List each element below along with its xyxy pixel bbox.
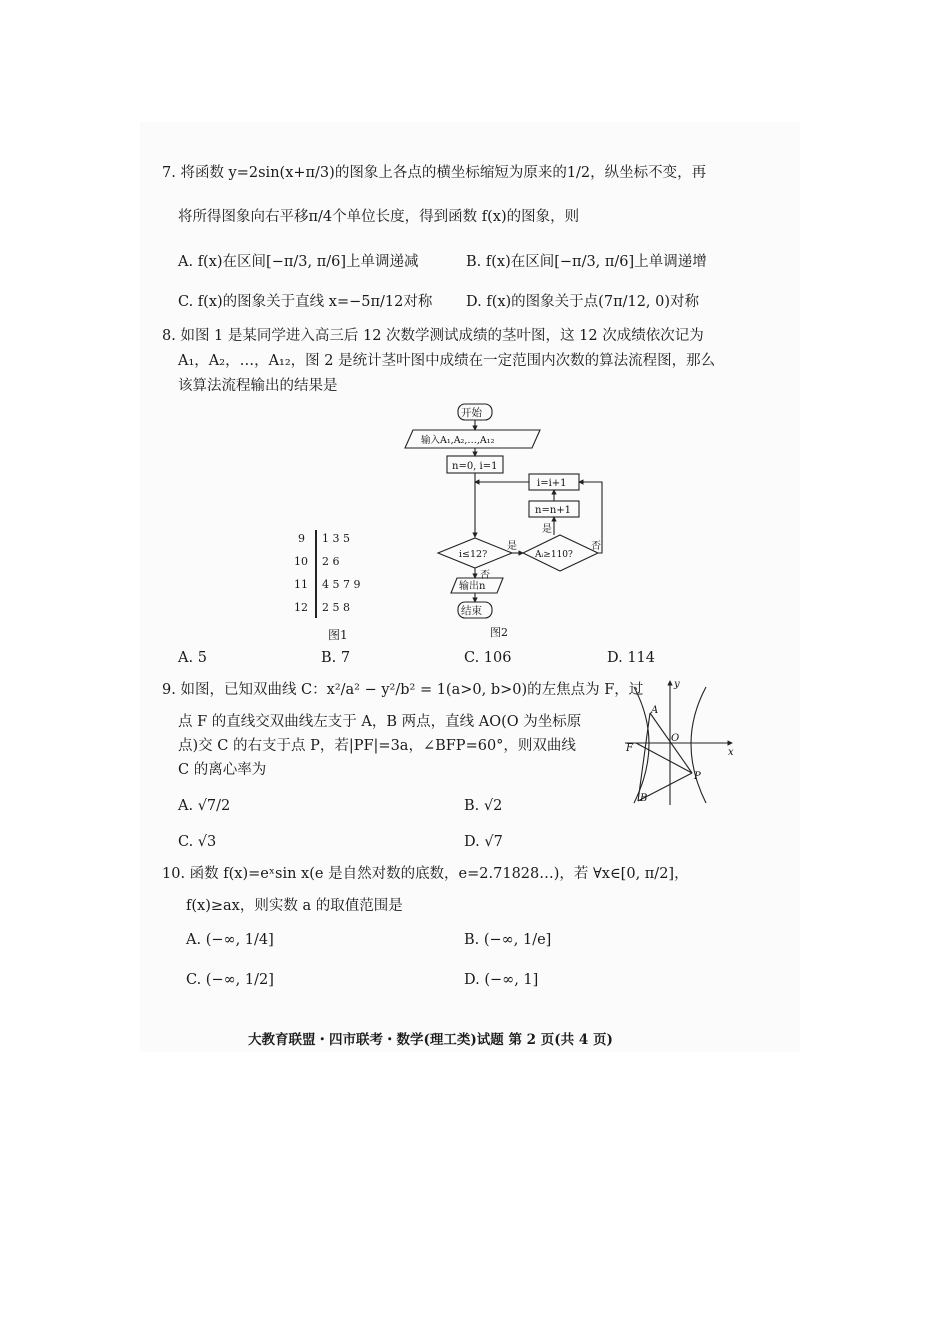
- stem-12: 12: [294, 601, 308, 614]
- label-B: B: [640, 793, 648, 804]
- label-y: y: [674, 679, 680, 690]
- q9-line-2: 点 F 的直线交双曲线左支于 A，B 两点，直线 AO(O 为坐标原: [178, 714, 582, 730]
- q9-option-c: C. √3: [178, 834, 217, 850]
- q9-option-d: D. √7: [464, 834, 503, 850]
- leaves-12: 2 5 8: [322, 601, 350, 614]
- stem-10: 10: [294, 555, 308, 568]
- flowchart: [395, 400, 620, 640]
- q9-option-b: B. √2: [464, 798, 503, 814]
- leaves-11: 4 5 7 9: [322, 578, 361, 591]
- flow-inc-i-label: i=i+1: [537, 478, 567, 489]
- q10-option-a: A. (−∞, 1/4]: [186, 932, 274, 948]
- q7-line-2: 将所得图象向右平移π/4个单位长度，得到函数 f(x)的图象，则: [178, 209, 580, 225]
- hyperbola-graph: [620, 675, 745, 810]
- q7-option-b: B. f(x)在区间[−π/3, π/6]上单调递增: [466, 254, 707, 270]
- q8-line-3: 该算法流程输出的结果是: [178, 378, 338, 394]
- q7-option-d: D. f(x)的图象关于点(7π/12, 0)对称: [466, 294, 700, 310]
- q7-option-a: A. f(x)在区间[−π/3, π/6]上单调递减: [178, 254, 419, 270]
- left-branch: [634, 687, 649, 803]
- stem-11: 11: [294, 578, 308, 591]
- q8-option-b: B. 7: [321, 650, 351, 666]
- label-x: x: [728, 747, 734, 758]
- leaves-9: 1 3 5: [322, 532, 350, 545]
- stem-9: 9: [298, 532, 305, 545]
- figure-2-caption: 图2: [490, 626, 508, 639]
- q9-line-4: C 的离心率为: [178, 762, 267, 778]
- label-P: P: [694, 771, 701, 782]
- q7-option-c: C. f(x)的图象关于直线 x=−5π/12对称: [178, 294, 433, 310]
- q8-line-1: 8. 如图 1 是某同学进入高三后 12 次数学测试成绩的茎叶图，这 12 次成绩依次记为: [162, 328, 704, 344]
- q8-line-2: A₁，A₂，…，A₁₂，图 2 是统计茎叶图中成绩在一定范围内次数的算法流程图，那么: [178, 353, 716, 369]
- flow-cond-a-label: Aᵢ≥110?: [535, 550, 573, 560]
- flow-input-label: 输入A₁,A₂,…,A₁₂: [421, 435, 495, 446]
- page-footer: 大教育联盟・四市联考・数学(理工类)试题 第 2 页(共 4 页): [248, 1032, 613, 1048]
- flow-output-label: 输出n: [459, 581, 486, 592]
- figure-1-caption: 图1: [328, 628, 348, 642]
- q9-line-1: 9. 如图，已知双曲线 C：x²/a² − y²/b² = 1(a>0, b>0)的左焦点为 F，过: [162, 682, 644, 698]
- q7-line-1: 7. 将函数 y=2sin(x+π/3)的图象上各点的横坐标缩短为原来的1/2，纵坐标不变，再: [162, 165, 707, 181]
- q10-option-d: D. (−∞, 1]: [464, 972, 539, 988]
- flow-inc-n-label: n=n+1: [535, 505, 572, 516]
- q9-line-3: 点)交 C 的右支于点 P，若|PF|=3a，∠BFP=60°，则双曲线: [178, 738, 576, 754]
- stem-divider: [315, 530, 317, 618]
- q10-line-1: 10. 函数 f(x)=eˣsin x(e 是自然对数的底数，e=2.71828…)，若 ∀x∈[0, π/2]，: [162, 866, 689, 882]
- label-F: F: [626, 743, 633, 754]
- q8-option-a: A. 5: [178, 650, 207, 666]
- flow-no-1-label: 否: [480, 570, 490, 581]
- flow-init-label: n=0, i=1: [452, 461, 498, 472]
- q8-option-d: D. 114: [607, 650, 656, 666]
- flow-start-label: 开始: [461, 407, 482, 419]
- q10-option-c: C. (−∞, 1/2]: [186, 972, 274, 988]
- label-O: O: [671, 733, 680, 744]
- q9-option-a: A. √7/2: [178, 798, 231, 814]
- label-A: A: [651, 705, 659, 716]
- flow-yes-2-label: 是: [542, 524, 552, 535]
- flow-cond-i-label: i≤12?: [459, 549, 488, 560]
- right-branch: [691, 687, 706, 803]
- q10-option-b: B. (−∞, 1/e]: [464, 932, 552, 948]
- leaves-10: 2 6: [322, 555, 340, 568]
- flow-no-2-label: 否: [591, 541, 601, 552]
- q8-option-c: C. 106: [464, 650, 512, 666]
- flow-yes-1-label: 是: [507, 541, 517, 552]
- q10-line-2: f(x)≥ax，则实数 a 的取值范围是: [186, 898, 403, 914]
- flow-end-label: 结束: [461, 605, 482, 617]
